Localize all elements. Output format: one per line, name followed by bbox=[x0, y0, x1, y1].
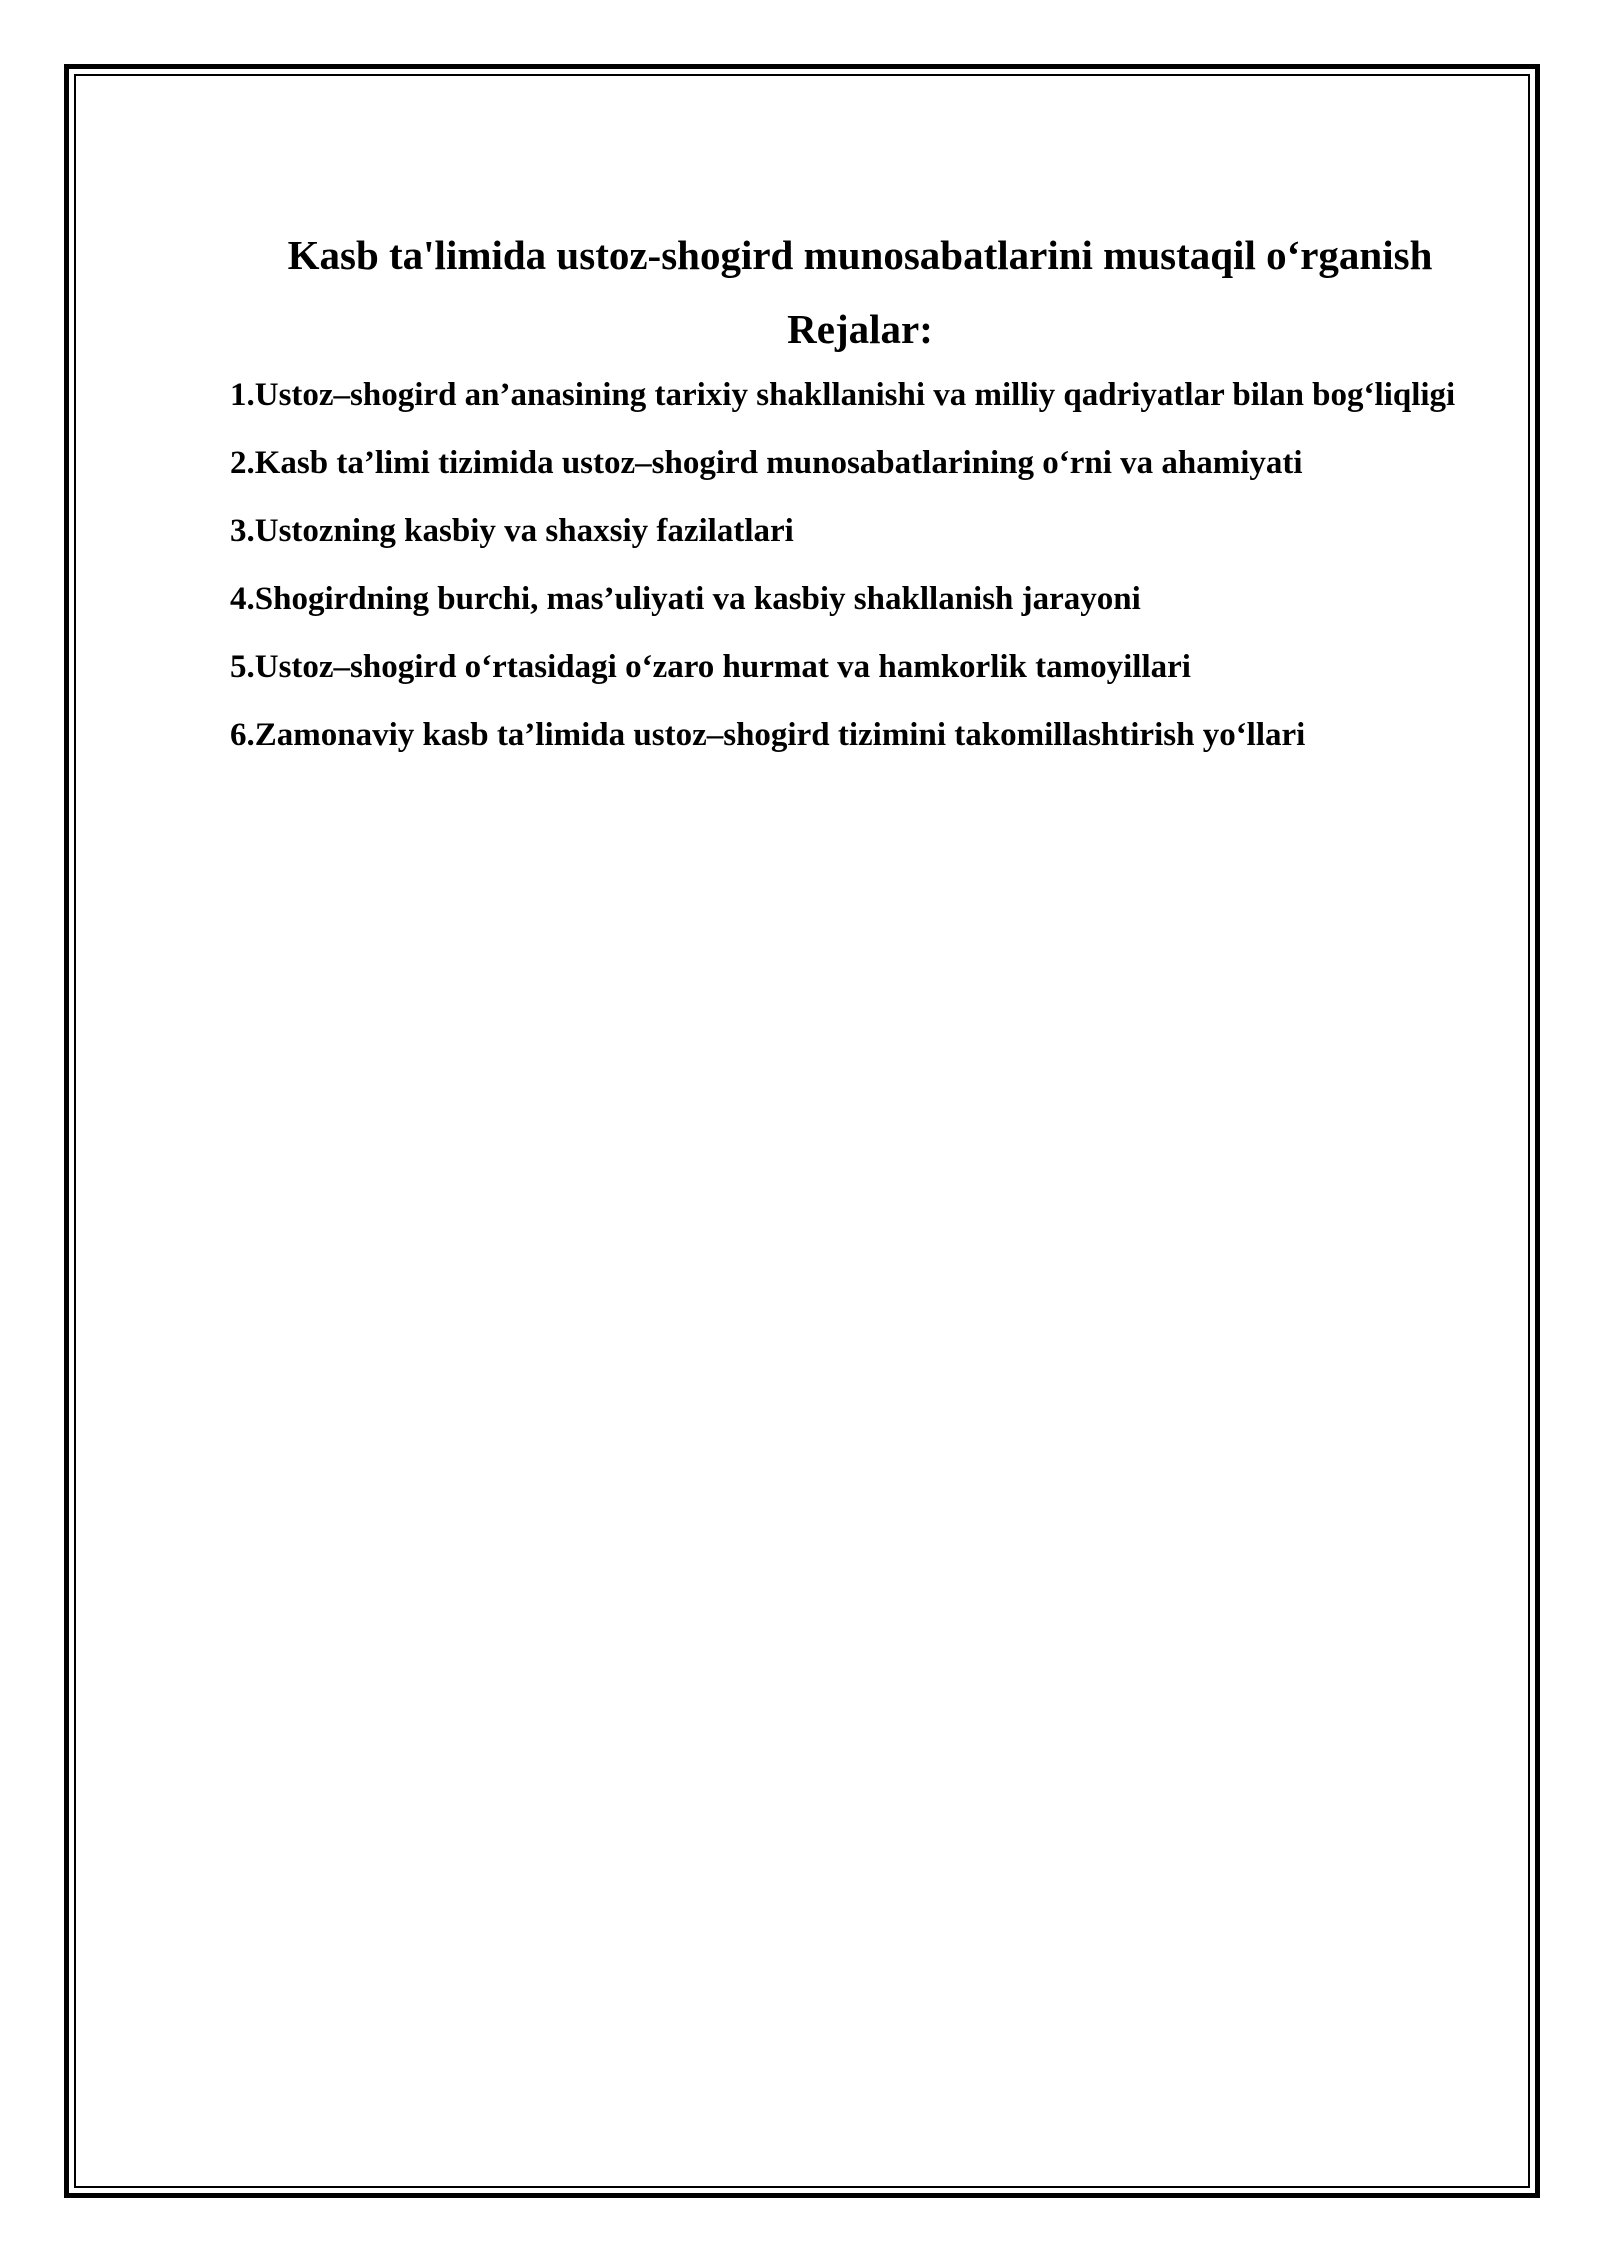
plan-item-6: 6.Zamonaviy kasb ta’limida ustoz–shogird tizimini takomillashtirish yo‘llari bbox=[230, 717, 1306, 753]
plan-item-5: 5.Ustoz–shogird o‘rtasidagi o‘zaro hurmat va hamkorlik tamoyillari bbox=[230, 649, 1191, 685]
document-title: Kasb ta'limida ustoz-shogird munosabatlarini mustaqil o‘rganish bbox=[287, 232, 1433, 278]
plan-list bbox=[230, 372, 1490, 758]
document-content bbox=[230, 220, 1490, 780]
plan-item-2: 2.Kasb ta’limi tizimida ustoz–shogird munosabatlarining o‘rni va ahamiyati bbox=[230, 445, 1303, 481]
plan-item-1: 1.Ustoz–shogird an’anasining tarixiy shakllanishi va milliy qadriyatlar bilan bog‘liqligi bbox=[230, 377, 1456, 413]
plan-heading: Rejalar: bbox=[787, 306, 933, 352]
plan-item-4: 4.Shogirdning burchi, mas’uliyati va kasbiy shakllanish jarayoni bbox=[230, 581, 1141, 617]
plan-item-3: 3.Ustozning kasbiy va shaxsiy fazilatlari bbox=[230, 513, 794, 549]
